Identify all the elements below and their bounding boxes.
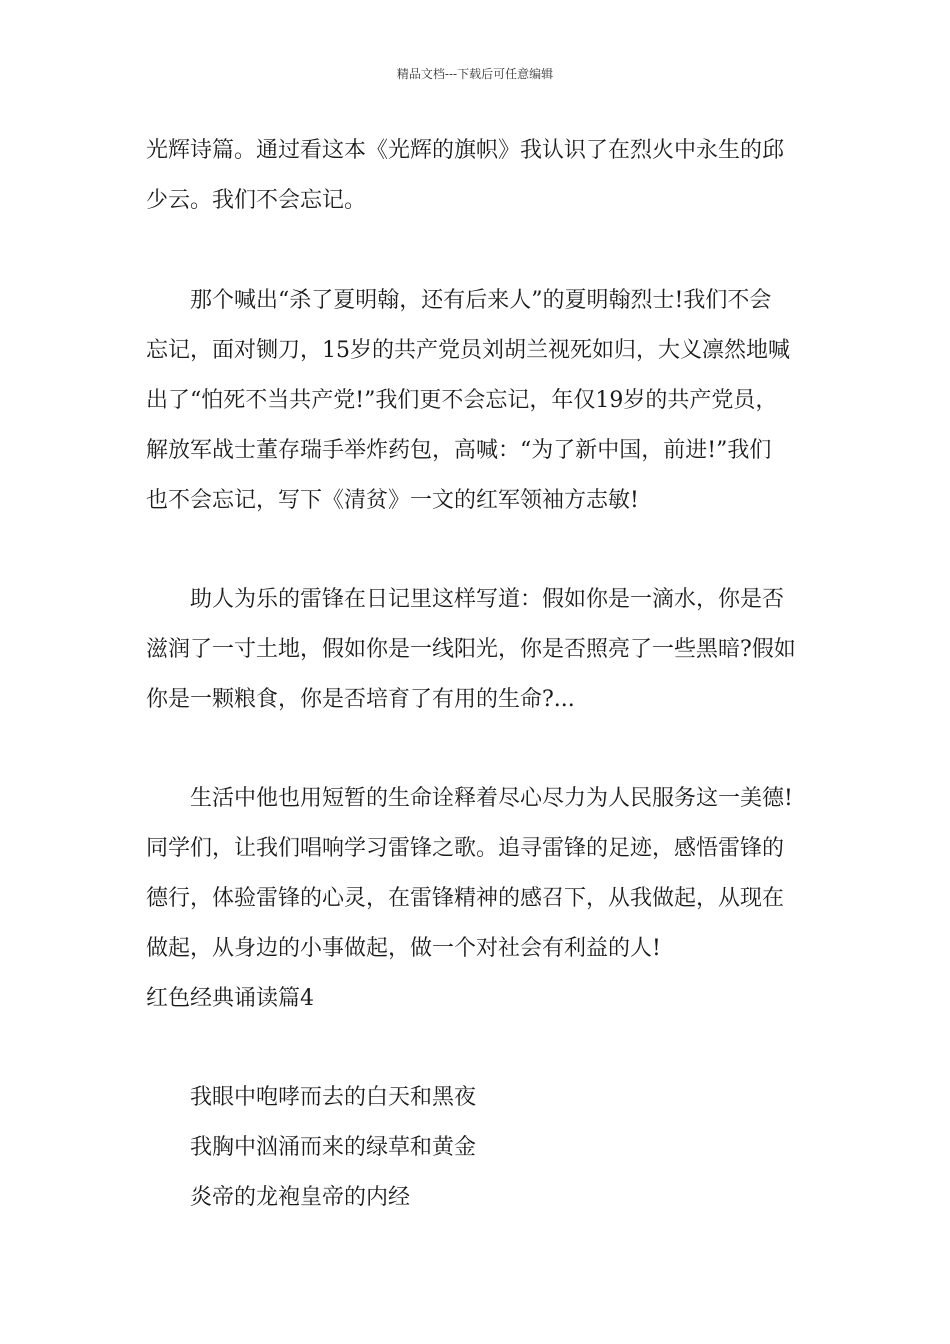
text-line: 那个喊出“杀了夏明翰，还有后来人”的夏明翰烈士!我们不会 [190,288,772,313]
section-heading: 红色经典诵读篇4 [146,986,314,1011]
text-line: 出了“怕死不当共产党!”我们更不会忘记，年仅19岁的共产党员， [146,388,778,413]
poem-line: 我眼中咆哮而去的白天和黑夜 [190,1085,477,1110]
page-header: 精品文档---下载后可任意编辑 [396,67,554,81]
text-line: 生活中他也用短暂的生命诠释着尽心尽力为人民服务这一美德! [190,786,793,811]
poem-line: 我胸中汹涌而来的绿草和黄金 [190,1135,477,1160]
text-line: 做起，从身边的小事做起，做一个对社会有利益的人! [146,936,661,961]
text-line: 滋润了一寸土地，假如你是一线阳光，你是否照亮了一些黑暗?假如 [146,637,796,662]
text-line: 德行，体验雷锋的心灵，在雷锋精神的感召下，从我做起，从现在 [146,886,785,911]
text-line: 少云。我们不会忘记。 [146,188,367,213]
text-line: 光辉诗篇。通过看这本《光辉的旗帜》我认识了在烈火中永生的邱 [146,138,785,163]
text-line: 同学们，让我们唱响学习雷锋之歌。追寻雷锋的足迹，感悟雷锋的 [146,836,785,861]
text-line: 也不会忘记，写下《清贫》一文的红军领袖方志敏! [146,488,639,513]
text-line: 助人为乐的雷锋在日记里这样写道：假如你是一滴水，你是否 [190,587,785,612]
poem-line: 炎帝的龙袍皇帝的内经 [190,1185,411,1210]
text-line: 忘记，面对铡刀，15岁的共产党员刘胡兰视死如归，大义凛然地喊 [146,338,790,363]
text-line: 解放军战士董存瑞手举炸药包，高喊：“为了新中国，前进!”我们 [146,438,772,463]
text-line: 你是一颗粮食，你是否培育了有用的生命?... [146,687,575,712]
